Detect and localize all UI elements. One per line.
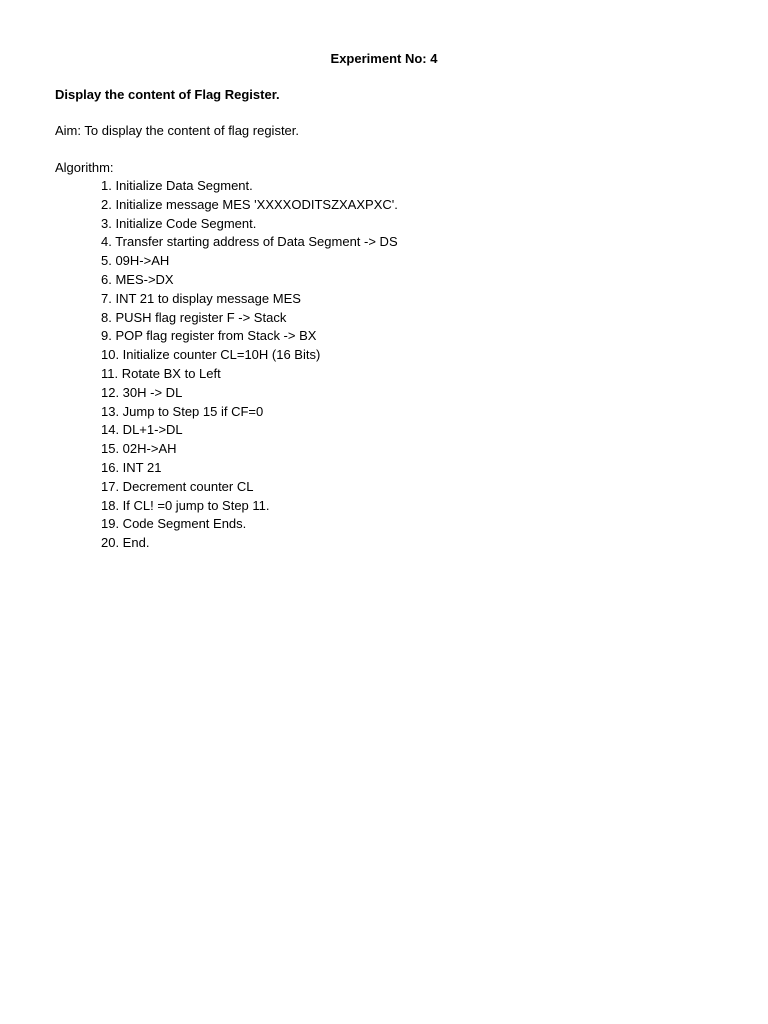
algorithm-step: 14. DL+1->DL: [101, 422, 183, 438]
algorithm-step: 20. End.: [101, 535, 150, 551]
experiment-title: Experiment No: 4: [330, 51, 438, 66]
algorithm-label: Algorithm:: [55, 160, 114, 175]
experiment-heading: Display the content of Flag Register.: [55, 87, 280, 102]
algorithm-step: 7. INT 21 to display message MES: [101, 290, 301, 306]
algorithm-steps-list: [101, 177, 398, 553]
aim-text: Aim: To display the content of flag register.: [55, 123, 300, 138]
algorithm-step: 18. If CL! =0 jump to Step 11.: [101, 497, 270, 513]
algorithm-step: 16. INT 21: [101, 459, 162, 475]
algorithm-step: 13. Jump to Step 15 if CF=0: [101, 403, 264, 419]
algorithm-step: 19. Code Segment Ends.: [101, 516, 247, 532]
algorithm-step: 9. POP flag register from Stack -> BX: [101, 328, 317, 344]
algorithm-step: 3. Initialize Code Segment.: [101, 215, 257, 231]
algorithm-step: 11. Rotate BX to Left: [101, 365, 221, 381]
algorithm-step: 2. Initialize message MES 'XXXXODITSZXAXPXC'.: [101, 196, 398, 212]
algorithm-step: 15. 02H->AH: [101, 441, 177, 457]
algorithm-step: 17. Decrement counter CL: [101, 478, 254, 494]
algorithm-step: 1. Initialize Data Segment.: [101, 178, 253, 193]
algorithm-step: 4. Transfer starting address of Data Segment -> DS: [101, 234, 398, 250]
algorithm-step: 6. MES->DX: [101, 271, 174, 287]
algorithm-step: 12. 30H -> DL: [101, 384, 183, 400]
algorithm-step: 8. PUSH flag register F -> Stack: [101, 309, 287, 325]
algorithm-step: 5. 09H->AH: [101, 253, 170, 269]
algorithm-step: 10. Initialize counter CL=10H (16 Bits): [101, 347, 321, 363]
